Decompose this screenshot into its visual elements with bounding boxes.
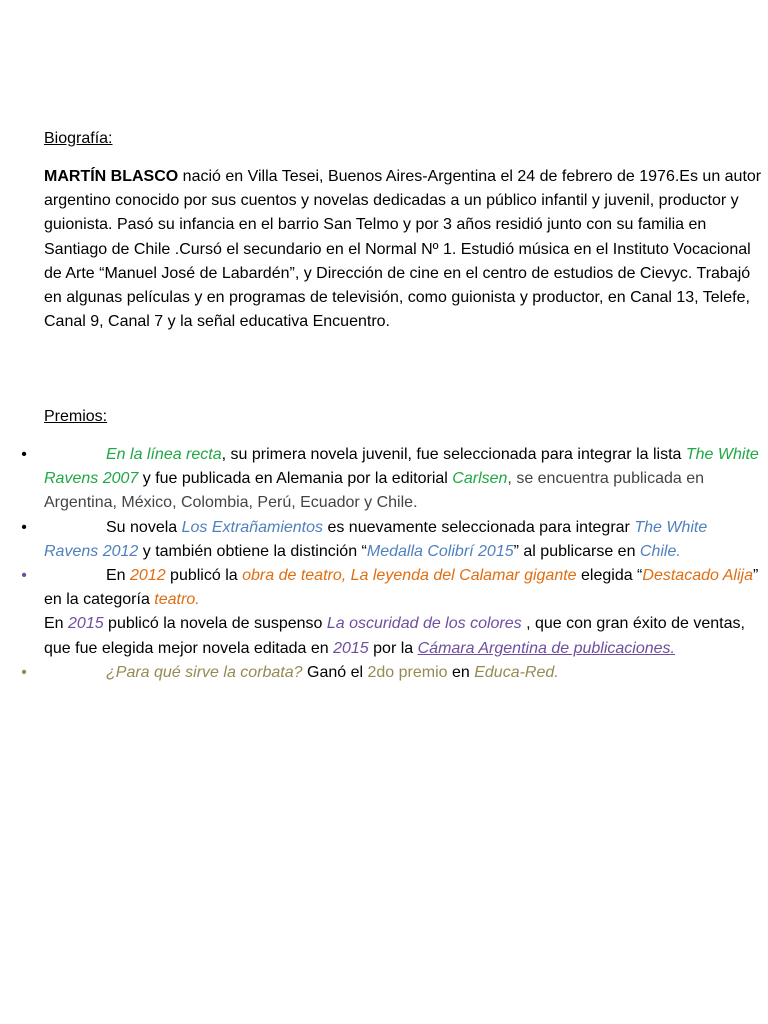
awards-heading: Premios: [44,408,108,425]
awards-list [0,443,768,685]
award-name: 2do premio [367,663,448,681]
award-name: The White Ravens 2012 [44,518,708,560]
book-title: ¿Para qué sirve la corbata? [106,663,303,681]
bullet-icon: • [21,663,27,681]
year: 2015 [68,615,104,633]
organization-name: Educa-Red. [474,663,559,681]
category-name: teatro. [154,591,200,609]
award-name: Destacado Alija [642,567,753,585]
book-title: En la línea recta [106,446,222,463]
award-name: Medalla Colibrí 2015 [366,542,514,560]
play-title: obra de teatro, La leyenda del Calamar gigante [242,567,577,585]
book-title: La oscuridad de los colores [326,615,522,633]
author-name: MARTÍN BLASCO [44,168,179,185]
book-title: Los Extrañamientos [181,518,324,536]
award-name: The White Ravens 2007 [44,446,759,488]
biography-text: nació en Villa Tesei, Buenos Aires-Argentina el 24 de febrero de 1976.Es un autor argentino conocido por sus cuentos y novelas dedicadas a un público infantil y juvenil, productor y guionista. Pasó su infancia en el barrio San Telmo y por 3 años residió junto con su familia en Santiago de Chile .Cursó el secundario en el Normal Nº 1. Estudió música en el Instituto Vocacional de Arte “Manuel José de Labardén”, y Dirección de cine en el centro de estudios de Cievyc. Trabajó en algunas películas y en programas de televisión, como guionista y productor, en Canal 13, Telefe, Canal 9, Canal 7 y la señal educativa Encuentro. [44,168,762,331]
award-item-3: • En 2012 publicó la obra de teatro, La leyenda del Calamar gigante elegida “Destacado Alija” en la categoría teatro. En 2015 publicó la novela de suspenso La oscuridad de los colores , que con gran éxito de ventas, que fue elegida mejor novela editada en 2015 por la Cámara Argentina de publicaciones. [0,564,764,661]
bullet-icon: • [21,446,27,463]
biography-heading: Biografía: [44,130,113,147]
country-name: Chile. [639,542,681,560]
publisher-link[interactable]: Cámara Argentina de publicaciones. [417,639,675,657]
bullet-icon: • [21,518,27,536]
bullet-icon: • [21,567,27,585]
year: 2012 [130,567,166,585]
biography-paragraph [44,165,764,334]
publisher-name: Carlsen [452,470,508,488]
award-item-2: • Su novela Los Extrañamientos es nuevamente seleccionada para integrar The White Ravens 2012 y también obtiene la distinción “Medalla Colibrí 2015” al publicarse en Chile. [0,516,764,564]
award-item-4: • ¿Para qué sirve la corbata? Ganó el 2do premio en Educa-Red. [0,661,764,685]
award-item-1: • En la línea recta, su primera novela juvenil, fue seleccionada para integrar la lista The White Ravens 2007 y fue publicada en Alemania por la editorial Carlsen, se encuentra publicada en Argentina, México, Colombia, Perú, Ecuador y Chile. [0,443,764,516]
year: 2015 [333,639,369,657]
